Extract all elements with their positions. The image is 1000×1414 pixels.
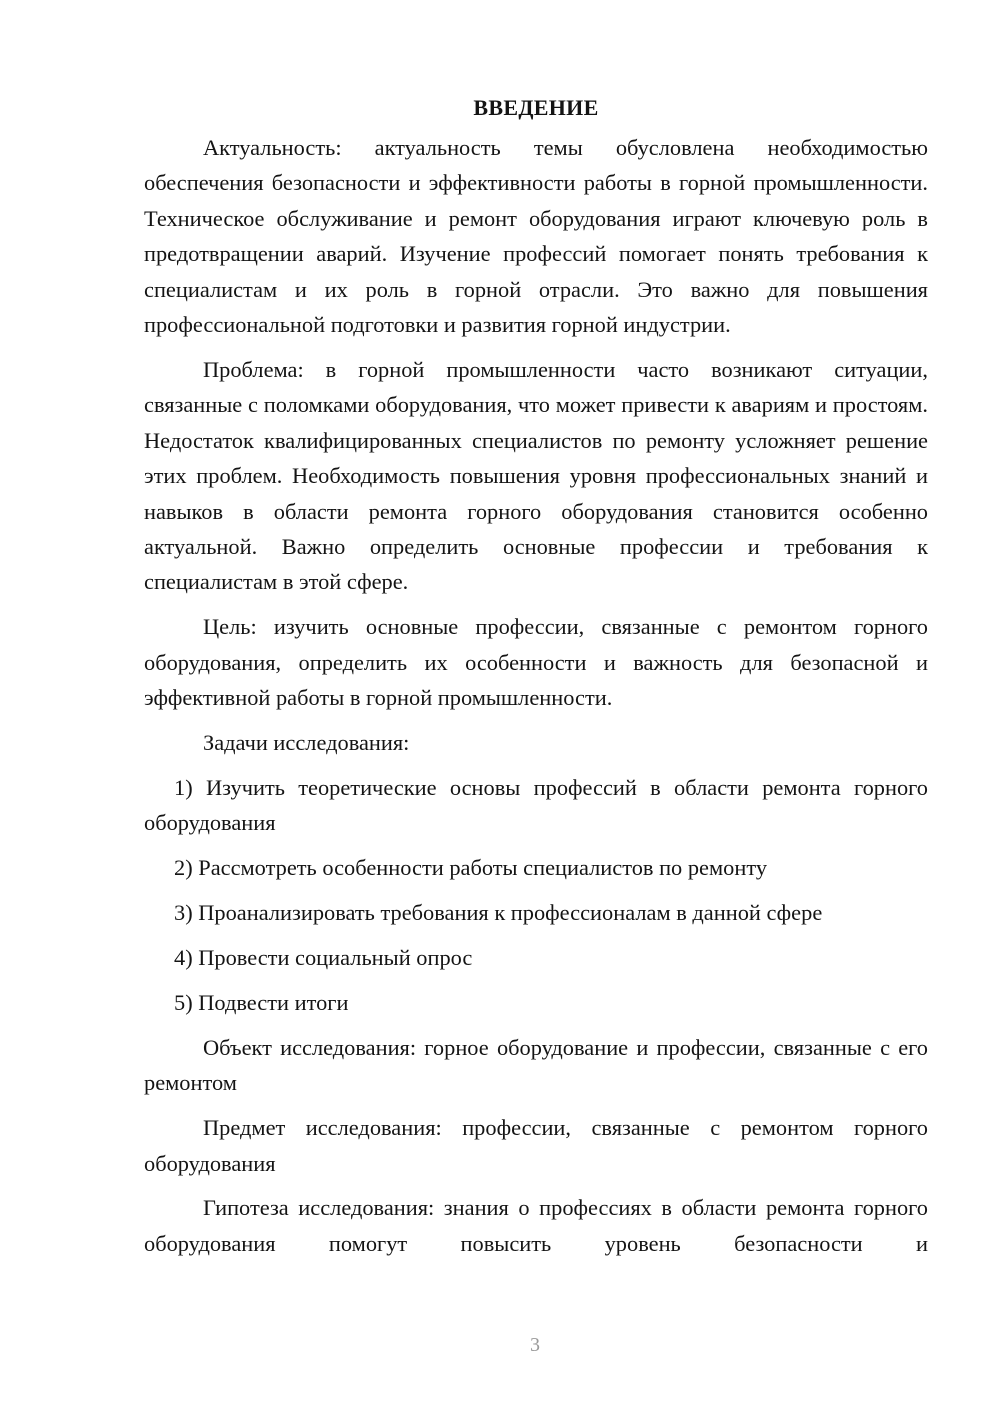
- page-number: 3: [530, 1334, 540, 1356]
- task-item-5: 5) Подвести итоги: [174, 989, 349, 1015]
- task-item-4: 4) Провести социальный опрос: [174, 945, 473, 971]
- document-page: [144, 92, 928, 1271]
- relevance-paragraph: Актуальность: актуальность темы обусловлена необходимостью обеспечения безопасности и эффективности работы в горной промышленности. Техническое обслуживание и ремонт оборудования играют ключевую роль в предотвращении аварий. Изучение профессий помогает понять требования к специалистам и их роль в горной отрасли. Это важно для повышения профессиональной подготовки и развития горной индустрии.: [144, 135, 928, 338]
- hypothesis-paragraph: Гипотеза исследования: знания о профессиях в области ремонта горного оборудования помогут повысить уровень безопасности и: [144, 1195, 928, 1256]
- tasks-title: Задачи исследования:: [203, 730, 410, 755]
- task-item-3: 3) Проанализировать требования к профессионалам в данной сфере: [174, 900, 823, 926]
- subject-paragraph: Предмет исследования: профессии, связанные с ремонтом горного оборудования: [144, 1115, 928, 1176]
- problem-paragraph: Проблема: в горной промышленности часто возникают ситуации, связанные с поломками оборудования, что может привести к авариям и простоям. Недостаток квалифицированных специалистов по ремонту усложняет решение этих проблем. Необходимость повышения уровня профессиональных знаний и навыков в области ремонта горного оборудования становится особенно актуальной. Важно определить основные профессии и требования к специалистам в этой сфере.: [144, 356, 928, 595]
- task-item-2: 2) Рассмотреть особенности работы специалистов по ремонту: [174, 855, 768, 881]
- task-item-1: 1) Изучить теоретические основы профессий в области ремонта горного оборудования: [144, 774, 928, 836]
- object-paragraph: Объект исследования: горное оборудование и профессии, связанные с его ремонтом: [144, 1034, 928, 1096]
- goal-paragraph: Цель: изучить основные профессии, связанные с ремонтом горного оборудования, определить их особенности и важность для безопасной и эффективной работы в горной промышленности.: [144, 614, 928, 711]
- section-heading: ВВЕДЕНИЕ: [473, 95, 599, 120]
